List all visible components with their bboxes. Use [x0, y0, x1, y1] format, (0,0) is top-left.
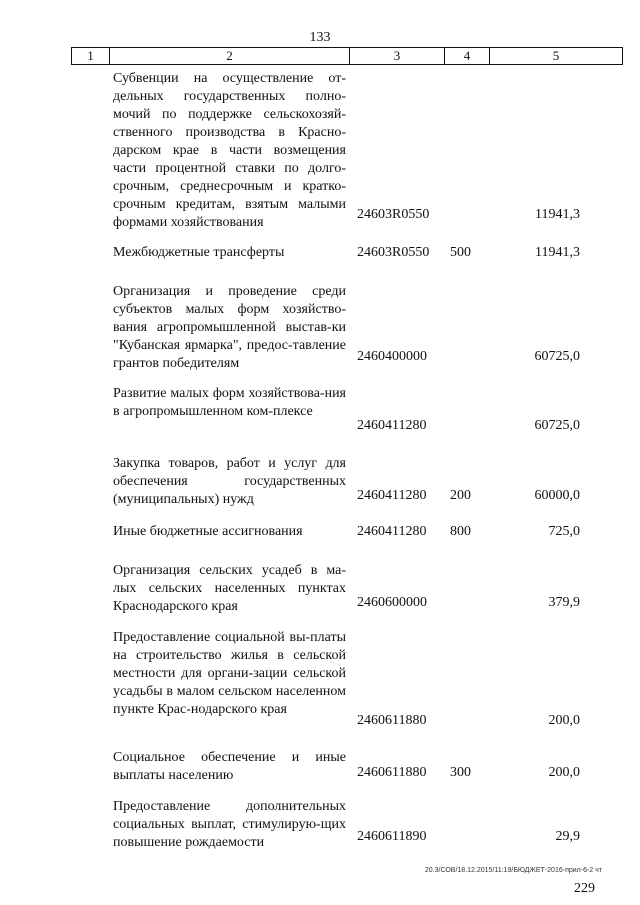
header-cell-5: 5 [552, 48, 560, 63]
row-description: Социальное обеспечение и иные выплаты населению [113, 750, 346, 783]
row-code: 2460611880 [357, 713, 427, 728]
row-description: Иные бюджетные ассигнования [113, 524, 303, 539]
row-type: 500 [450, 245, 471, 260]
row-code: 24603R0550 [357, 245, 430, 260]
row-amount: 60725,0 [534, 418, 580, 433]
row-code: 2460611890 [357, 829, 427, 844]
header-cell-4: 4 [445, 48, 490, 64]
row-code: 24603R0550 [357, 207, 430, 222]
table-header-row [71, 47, 623, 65]
row-description: Закупка товаров, работ и услуг для обеспечения государственных (муниципальных) нужд [113, 456, 346, 507]
header-cell-3: 3 [350, 48, 445, 64]
header-cell-2: 2 [110, 48, 350, 64]
row-type: 300 [450, 765, 471, 780]
footer-file-reference: 20.3/СОВ/18.12.2015/11:19/БЮДЖЕТ-2016-прил-6-2 чт [424, 867, 602, 874]
row-amount: 379,9 [548, 595, 580, 610]
row-description: Развитие малых форм хозяйствова-ния в агропромышленном ком-плексе [113, 386, 346, 419]
row-code: 2460600000 [357, 595, 427, 610]
row-type: 200 [450, 488, 471, 503]
row-amount: 11941,3 [535, 207, 580, 222]
row-amount: 60000,0 [534, 488, 580, 503]
row-amount: 725,0 [548, 524, 580, 539]
row-code: 2460611880 [357, 765, 427, 780]
header-cell-1: 1 [72, 48, 110, 64]
row-description: Организация сельских усадеб в ма-лых сельских населенных пунктах Краснодарского края [113, 563, 346, 614]
row-description: Организация и проведение среди субъектов малых форм хозяйство-вания агропромышленной выстав-ки "Кубанская ярмарка", предос-тавление грантов победителям [113, 284, 346, 371]
row-type: 800 [450, 524, 471, 539]
row-code: 2460411280 [357, 418, 427, 433]
row-amount: 200,0 [548, 765, 580, 780]
row-amount: 200,0 [548, 713, 580, 728]
row-code: 2460400000 [357, 349, 427, 364]
page-number-bottom: 229 [574, 881, 595, 896]
row-code: 2460411280 [357, 488, 427, 503]
row-description: Межбюджетные трансферты [113, 245, 285, 260]
row-code: 2460411280 [357, 524, 427, 539]
row-amount: 60725,0 [534, 349, 580, 364]
row-amount: 11941,3 [535, 245, 580, 260]
row-description: Субвенции на осуществление от-дельных государственных полно-мочий по поддержке сельскохозяй-ственного производства в Красно-дарском крае в части возмещения части процентной ставки по долго-срочным, среднесрочным и кратко-срочным кредитам, взятым малыми формами хозяйствования [113, 71, 346, 230]
row-description: Предоставление социальной вы-платы на строительство жилья в сельской местности для органи-зации сельской усадьбы в малом сельском населенном пункте Крас-нодарского края [113, 630, 346, 717]
row-description: Предоставление дополнительных социальных выплат, стимулирую-щих повышение рождаемости [113, 799, 346, 850]
page-number-top: 133 [309, 30, 331, 45]
row-amount: 29,9 [555, 829, 580, 844]
